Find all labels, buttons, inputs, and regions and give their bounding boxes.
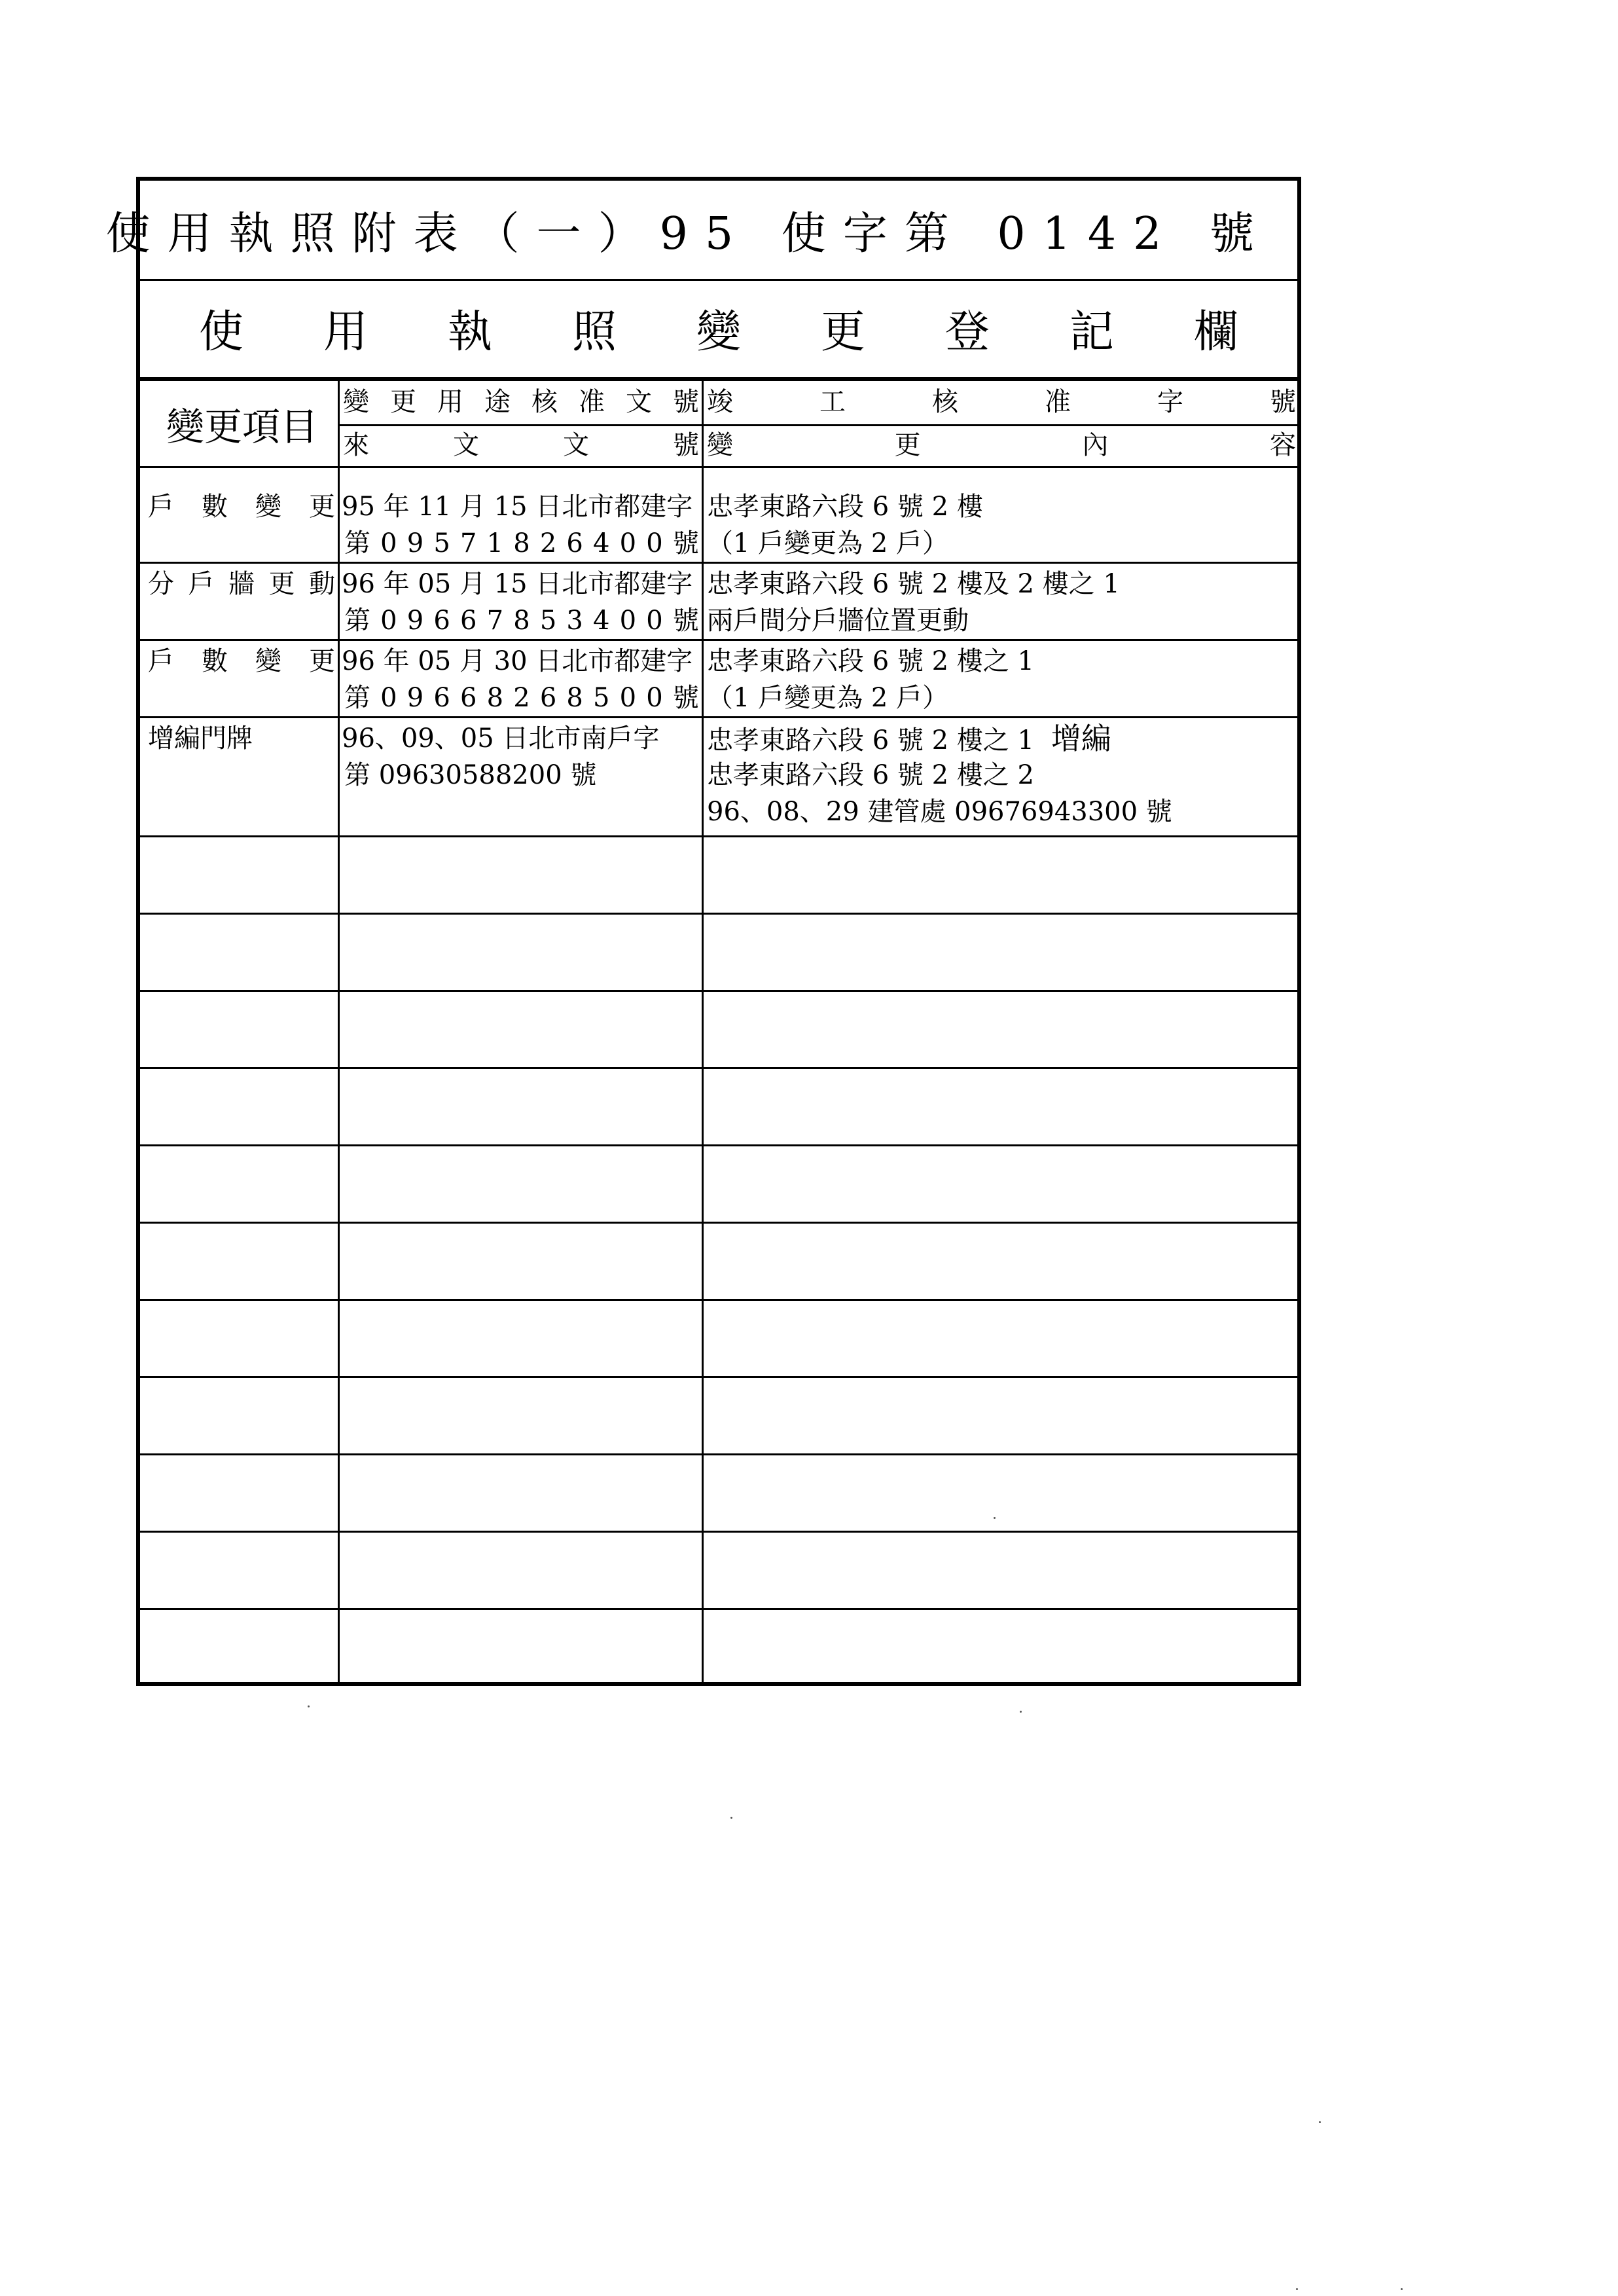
doc-char: 6 [459,606,477,636]
doc-char: 5 [433,528,450,558]
header-char: 工 [819,387,846,417]
row2-item [148,566,335,602]
doc-char: 0 [619,528,637,558]
item-char: 變 [255,646,281,676]
scan-speck [730,1817,732,1819]
row3-doc-line1: 96 年 05 月 30 日北市都建字 [342,646,693,676]
row3-doc-line2 [344,680,699,716]
row1-item [148,488,335,525]
section-title-char: 登 [944,306,990,358]
item-char: 更 [309,646,335,676]
header-char: 核 [932,387,958,417]
scan-speck [1319,2121,1321,2123]
doc-char: 2 [513,683,530,713]
divider [140,835,1297,837]
doc-char: 0 [646,528,663,558]
doc-char: 0 [619,606,637,636]
row4-doc-line1: 96、09、05 日北市南戶字 [342,723,660,754]
doc-char: 9 [406,606,424,636]
column-header-item [148,381,336,466]
doc-char: 8 [566,683,583,713]
doc-char: 0 [380,606,397,636]
doc-char: 8 [513,528,530,558]
item-char: 數 [202,646,228,676]
row3-item [148,643,335,680]
header-char: 核 [531,387,558,417]
column-header-content [707,427,1296,466]
row1-doc-line2 [344,525,699,562]
registration-table [105,177,1301,1686]
header-char: 竣 [707,387,733,417]
header-char: 准 [1045,387,1071,417]
doc-char: 6 [566,528,583,558]
divider [140,466,1297,468]
doc-char: 2 [539,528,557,558]
doc-char: 4 [593,606,610,636]
section-title-char: 照 [571,306,617,358]
row1-content-line1: 忠孝東路六段 6 號 2 樓 [707,492,983,522]
header-char: 變 [707,430,733,460]
empty-row-divider [140,1376,1297,1378]
item-char: 分 [148,569,174,599]
empty-row-divider [140,1299,1297,1301]
doc-char: 號 [672,606,699,636]
row4-content-line3: 96、08、29 建管處 09676943300 號 [707,797,1172,827]
doc-char: 5 [593,683,610,713]
divider [140,716,1297,718]
scan-speck [1296,2288,1298,2290]
row1-doc-line1: 95 年 11 月 15 日北市都建字 [342,492,693,522]
doc-char: 0 [646,683,663,713]
header-char: 號 [673,387,699,417]
content-note: 增編 [1051,721,1111,756]
doc-char: 6 [539,683,557,713]
header-char: 准 [579,387,605,417]
doc-char: 9 [406,528,424,558]
header-char: 內 [1082,430,1109,460]
doc-char: 4 [593,528,610,558]
column-divider [338,381,340,1682]
item-char: 數 [202,492,228,522]
doc-char: 1 [486,528,504,558]
doc-char: 第 [344,683,370,713]
empty-row-divider [140,1222,1297,1224]
column-header-doc [343,427,699,466]
header-char: 文 [453,430,479,460]
row4-content-line1 [707,720,1296,757]
divider [140,639,1297,641]
header-char: 來 [343,430,369,460]
doc-char: 0 [380,683,397,713]
header-char: 變 [343,387,369,417]
header-char: 用 [437,387,463,417]
doc-char: 號 [672,528,699,558]
section-title-char: 更 [820,306,865,358]
content-text: 忠孝東路六段 6 號 2 樓之 1 [707,725,1034,756]
empty-row-divider [140,1531,1297,1533]
empty-row-divider [140,990,1297,992]
item-char: 更 [309,492,335,522]
row4-doc-line2: 第 09630588200 號 [344,760,597,790]
row2-content-line2: 兩戶間分戶牆位置更動 [707,606,969,636]
doc-char: 第 [344,606,370,636]
item-char: 戶 [148,646,174,676]
empty-row-divider [140,1453,1297,1455]
header-char: 途 [484,387,511,417]
header-char: 文 [563,430,589,460]
doc-char: 號 [672,683,699,713]
column-header-item-label: 變更項目 [166,405,318,449]
row3-content-line1: 忠孝東路六段 6 號 2 樓之 1 [707,646,1034,676]
scan-speck [1401,2288,1403,2290]
doc-char: 3 [566,606,583,636]
row4-content-line2: 忠孝東路六段 6 號 2 樓之 2 [707,760,1034,790]
doc-char: 0 [619,683,637,713]
doc-char: 9 [406,683,424,713]
row3-content-line2: （1 戶變更為 2 戶） [707,683,949,713]
item-char: 牆 [228,569,255,599]
section-title-char: 用 [323,306,368,358]
section-title-char: 執 [447,306,492,358]
doc-char: 0 [380,528,397,558]
header-char: 文 [626,387,652,417]
section-title-char: 欄 [1193,306,1238,358]
section-title-char: 變 [696,306,741,358]
doc-char: 6 [433,606,450,636]
item-char: 變 [255,492,281,522]
doc-char: 8 [486,683,504,713]
item-char: 戶 [148,492,174,522]
row4-item: 增編門牌 [148,723,253,754]
empty-row-divider [140,913,1297,915]
page-title: 使用執照附表（一）95 使字第 0142 號 [105,208,1271,260]
scan-speck [308,1705,310,1707]
item-char: 更 [268,569,295,599]
empty-row-divider [140,1144,1297,1146]
row2-content-line1: 忠孝東路六段 6 號 2 樓及 2 樓之 1 [707,569,1120,599]
section-title-char: 使 [199,306,244,358]
header-char: 號 [673,430,699,460]
scan-speck [994,1517,996,1519]
header-mid-divider [338,424,1297,426]
header-char: 更 [390,387,416,417]
header-char: 號 [1270,387,1296,417]
row2-doc-line2 [344,602,699,639]
doc-char: 7 [486,606,504,636]
row1-content-line2: （1 戶變更為 2 戶） [707,528,949,558]
empty-row-divider [140,1608,1297,1610]
column-divider [702,381,704,1682]
doc-char: 第 [344,528,370,558]
header-char: 字 [1157,387,1183,417]
column-header-approval [343,384,699,423]
row2-doc-line1: 96 年 05 月 15 日北市都建字 [342,569,693,599]
header-char: 容 [1269,430,1296,460]
section-title-char: 記 [1069,306,1114,358]
column-header-completion [707,384,1296,423]
section-title [199,279,1238,377]
empty-row-divider [140,1067,1297,1069]
doc-char: 5 [539,606,557,636]
doc-char: 7 [459,528,477,558]
header-char: 更 [894,430,921,460]
doc-char: 6 [433,683,450,713]
item-char: 戶 [188,569,215,599]
doc-char: 0 [646,606,663,636]
doc-char: 8 [513,606,530,636]
divider [140,562,1297,564]
doc-char: 6 [459,683,477,713]
scan-speck [1020,1711,1022,1713]
item-char: 動 [309,569,335,599]
